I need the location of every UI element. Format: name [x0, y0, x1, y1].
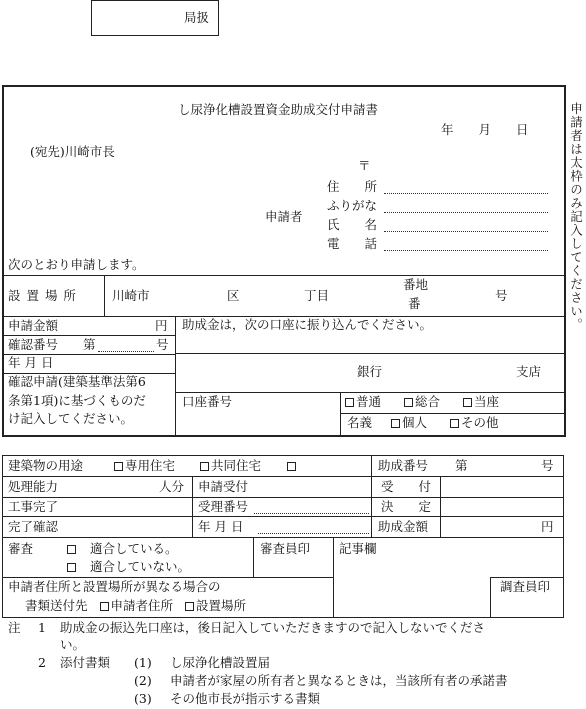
completion-check: 完了確認 [8, 519, 59, 534]
site-banchi: 番地 [403, 277, 429, 292]
attachment-3-text: その他市長が指示する書類 [170, 691, 321, 706]
accept-label: 受 付 [381, 479, 432, 494]
side-note: 申請者は太枠のみ記入してください。 [568, 102, 584, 332]
office-row-4 [3, 537, 563, 538]
transfer-text: 助成金は，次の口座に振り込んでください。 [182, 317, 433, 332]
account-type-bottom [341, 413, 566, 414]
grant-no-prefix: 第 [455, 458, 468, 473]
form-title: し尿浄化槽設置資金助成交付申請書 [178, 102, 379, 117]
phone-label: 電 話 [327, 236, 378, 251]
construction-done: 工事完了 [8, 499, 59, 514]
bank-row-bottom [176, 392, 566, 393]
office-row-2 [3, 497, 563, 498]
address-label: 住 所 [327, 179, 378, 194]
left-panel-divider [175, 317, 176, 435]
remarks-label: 記事欄 [339, 541, 377, 556]
attachment-2-text: 申請者が家屋の所有者と異なるときは，当該所有者の承諾書 [170, 673, 508, 688]
date-line[interactable]: 年 月 日 [441, 122, 529, 137]
review-ok: 適合している。 [67, 543, 178, 556]
receipt-no-label: 受理番号 [198, 499, 249, 514]
checkbox-icon[interactable] [463, 398, 472, 407]
checkbox-icon [287, 462, 296, 471]
receipt-no-field [254, 513, 369, 514]
attachment-2-num: (2) [134, 673, 152, 688]
address-field[interactable] [384, 193, 548, 194]
site-ward: 区 [227, 288, 240, 303]
site-chome: 丁目 [304, 288, 330, 303]
checkbox-icon [67, 545, 76, 554]
account-no-label: 口座番号 [182, 394, 233, 409]
site-row-top [3, 275, 566, 276]
stamp-label: 局扱 [184, 10, 210, 25]
site-label: 設 置 場 所 [8, 288, 77, 303]
attachment-1-num: (1) [134, 655, 152, 670]
account-type-2[interactable]: 総合 [404, 396, 440, 409]
mailing-line-2: 書類送付先 申請者住所 設置場所 [25, 598, 247, 613]
mailing-line-1: 申請者住所と設置場所が異なる場合の [8, 579, 221, 594]
amount-unit: 円 [155, 318, 168, 333]
review-ng: 適合していない。 [67, 561, 190, 574]
note-1-cont: い。 [60, 637, 86, 652]
checkbox-icon[interactable] [404, 398, 413, 407]
ymd-label: 年 月 日 [198, 519, 244, 534]
addressee: (宛先)川崎市長 [30, 144, 115, 159]
name-field[interactable] [384, 231, 548, 232]
name-label: 氏 名 [327, 217, 378, 232]
office-col-1 [192, 477, 193, 537]
capacity-unit: 人分 [159, 479, 185, 494]
amount-row-bottom [3, 335, 175, 336]
confirm-note-3: け記入してください。 [8, 411, 134, 426]
checkbox-icon [114, 462, 123, 471]
checkbox-icon [67, 563, 76, 572]
applicant-label: 申請者 [265, 209, 303, 224]
decision-label: 決 定 [381, 499, 432, 514]
site-ban: 番 [408, 296, 421, 311]
checkbox-icon[interactable] [345, 398, 354, 407]
office-row-6 [490, 577, 564, 578]
attachment-1-text: し尿浄化槽設置届 [170, 655, 271, 670]
phone-field[interactable] [384, 250, 548, 251]
bank-suffix: 銀行 [357, 364, 383, 379]
holder-option-1[interactable]: 個人 [391, 417, 427, 430]
intro-text: 次のとおり申請します。 [8, 257, 145, 272]
office-col-3 [440, 477, 441, 537]
account-type-3[interactable]: 当座 [463, 396, 499, 409]
confirm-no-suffix: 号 [156, 337, 169, 352]
confirm-date-label: 年 月 日 [8, 355, 54, 370]
investigator-seal: 調査員印 [500, 579, 551, 594]
account-type-1[interactable]: 普通 [345, 396, 381, 409]
furigana-label: ふりがな [327, 198, 378, 213]
usage-option-3 [287, 460, 298, 473]
note-1-text: 助成金の振込先口座は，後日記入していただきますので記入しないでくださ [60, 620, 486, 635]
office-row-1 [3, 476, 563, 477]
site-divider [104, 276, 105, 316]
office-col-4 [253, 537, 254, 577]
grant-amount-label: 助成金額 [378, 519, 429, 534]
confirm-no-field[interactable] [98, 351, 154, 352]
usage-label: 建築物の用途 [8, 458, 84, 473]
note-2-num: 2 [38, 655, 46, 670]
grant-amount-unit: 円 [541, 519, 554, 534]
usage-option-2: 共同住宅 [200, 460, 261, 473]
confirm-no-prefix: 第 [83, 337, 96, 352]
transfer-row-bottom [176, 353, 566, 354]
capacity-label: 処理能力 [8, 479, 59, 494]
checkbox-icon[interactable] [391, 419, 400, 428]
checkbox-icon[interactable] [450, 419, 459, 428]
grant-no-label: 助成番号 [378, 458, 429, 473]
usage-option-1: 専用住宅 [114, 460, 175, 473]
office-row-5 [3, 577, 333, 578]
site-city: 川崎市 [112, 288, 150, 303]
amount-label: 申請金額 [8, 318, 59, 333]
note-1-num: 1 [38, 620, 46, 635]
account-divider [340, 393, 341, 435]
holder-label: 名義 [347, 415, 373, 430]
confirm-note-1: 確認申請(建築基準法第6 [8, 374, 146, 389]
checkbox-icon [185, 602, 194, 611]
branch-suffix: 支店 [516, 364, 542, 379]
furigana-field[interactable] [384, 212, 548, 213]
checkbox-icon [100, 602, 109, 611]
notes-head: 注 [8, 620, 21, 635]
site-go: 号 [495, 288, 508, 303]
review-label: 審査 [8, 541, 34, 556]
grant-no-suffix: 号 [541, 458, 554, 473]
checkbox-icon [200, 462, 209, 471]
office-col-6 [490, 577, 491, 618]
reviewer-seal: 審査員印 [260, 541, 311, 556]
confirm-no-label: 確認番号 [8, 337, 59, 352]
confirm-note-2: 条第1項)に基づくものだ [8, 393, 146, 408]
office-row-3 [3, 516, 563, 517]
note-2-label: 添付書類 [60, 655, 111, 670]
ymd-field [258, 533, 369, 534]
holder-option-2[interactable]: その他 [450, 417, 499, 430]
attachment-3-num: (3) [134, 691, 152, 706]
office-col-2 [371, 455, 372, 537]
postal-mark: 〒 [358, 158, 371, 173]
office-col-5 [333, 537, 334, 618]
receipt-label: 申請受付 [198, 479, 249, 494]
